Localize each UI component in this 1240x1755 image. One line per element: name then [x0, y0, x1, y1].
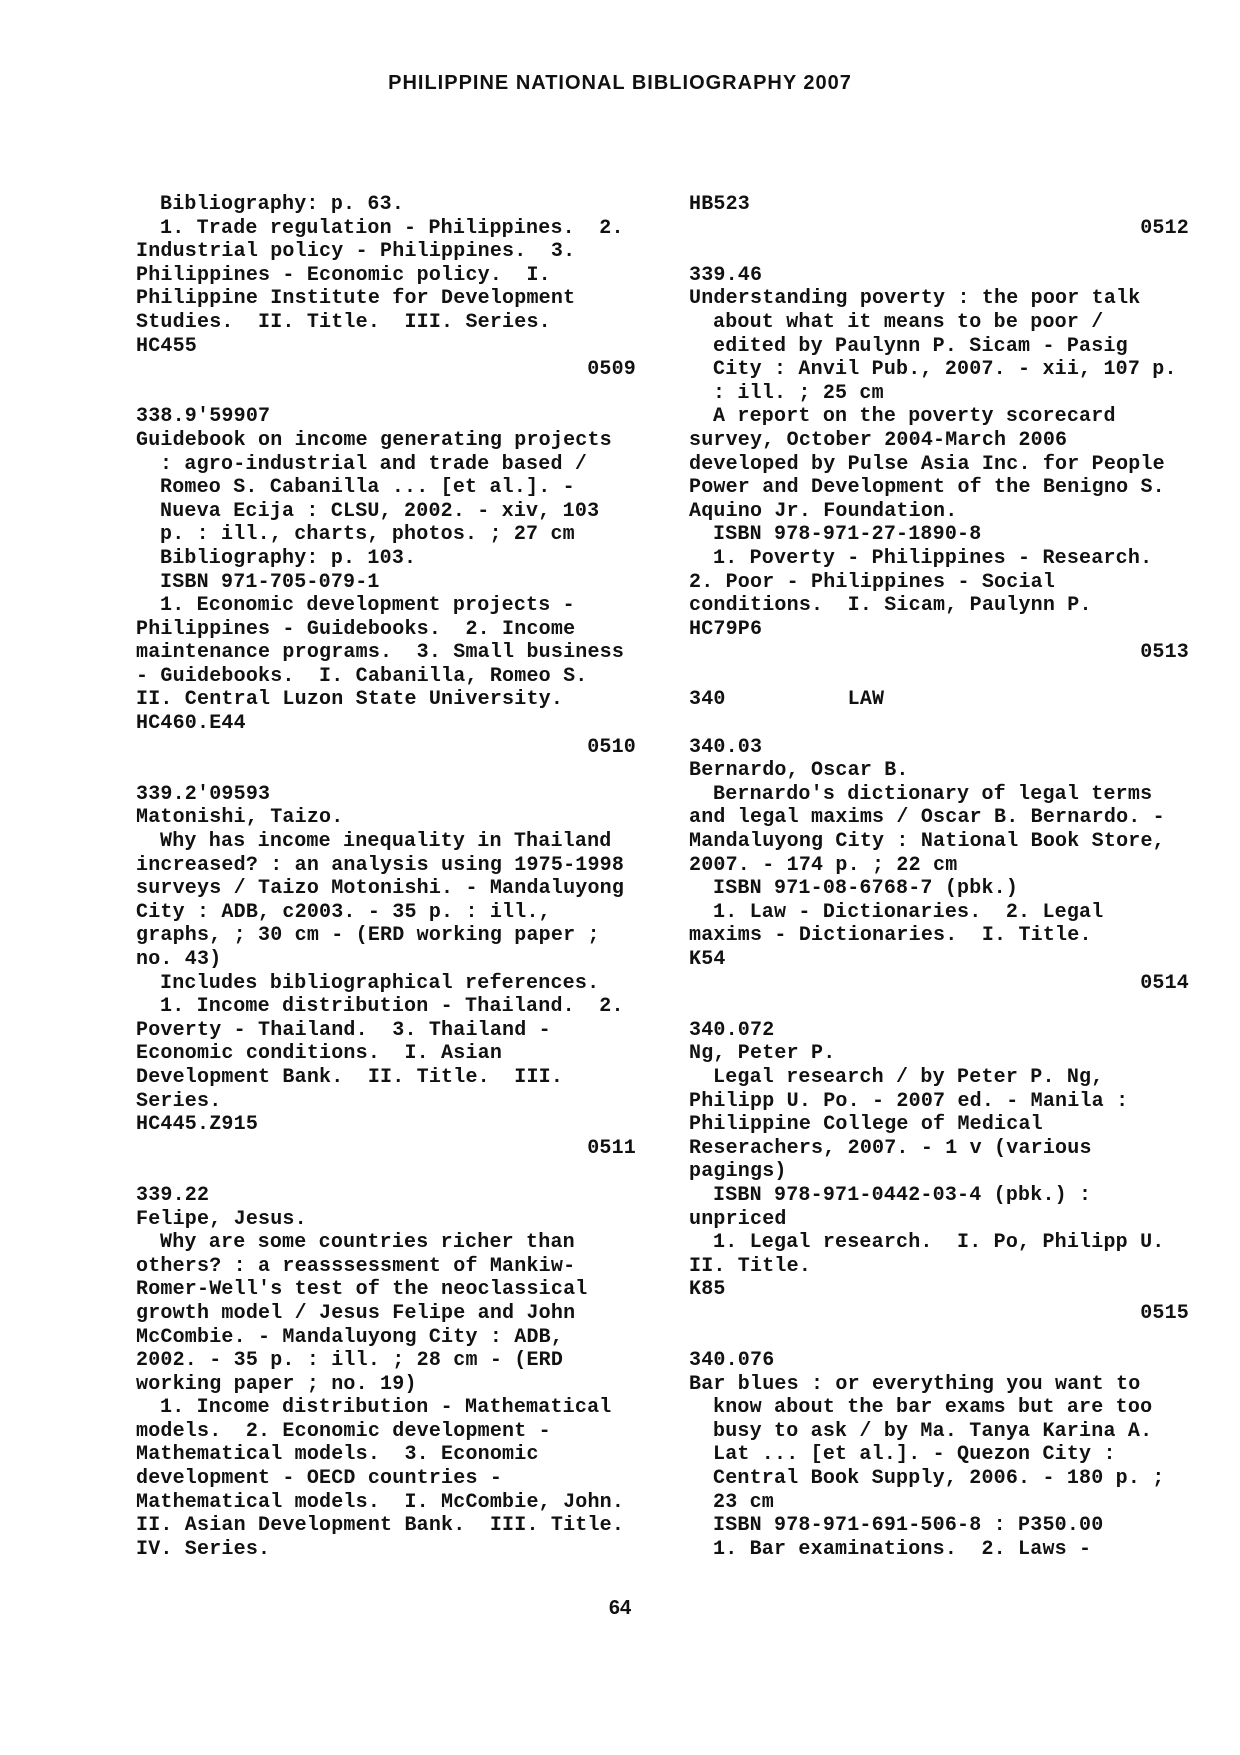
entry-number: 0512	[1140, 216, 1189, 240]
entry-line: ISBN 978-971-27-1890-8	[713, 523, 982, 547]
entry-line: - Guidebooks. I. Cabanilla, Romeo S.	[136, 664, 588, 688]
entry-line: maxims - Dictionaries. I. Title.	[689, 924, 1092, 948]
left-column	[136, 193, 636, 1561]
entry-number: 0509	[587, 358, 636, 382]
entry-line: 340.072	[689, 1018, 775, 1042]
entry-line: 339.46	[689, 263, 763, 287]
entry-line: others? : a reasssessment of Mankiw-	[136, 1254, 576, 1278]
entry-number: 0513	[1140, 641, 1189, 665]
entry-line: II. Asian Development Bank. III. Title.	[136, 1514, 625, 1538]
entry-line: Romer-Well's test of the neoclassical	[136, 1278, 588, 1302]
entry-line: 339.22	[136, 1183, 210, 1207]
entry-line: City : ADB, c2003. - 35 p. : ill.,	[136, 900, 551, 924]
entry-line: ISBN 971-08-6768-7 (pbk.)	[713, 877, 1019, 901]
right-column	[689, 193, 1189, 1561]
entry-line: II. Title.	[689, 1254, 812, 1278]
entry-line: Mathematical models. 3. Economic	[136, 1443, 539, 1467]
entry-line: no. 43)	[136, 948, 222, 971]
entry-line: p. : ill., charts, photos. ; 27 cm	[160, 523, 575, 547]
entry-spacer	[136, 759, 636, 783]
entry-line: Power and Development of the Benigno S.	[689, 476, 1165, 500]
entry-line: growth model / Jesus Felipe and John	[136, 1301, 576, 1325]
entry-line: Industrial policy - Philippines. 3.	[136, 240, 576, 264]
entry-line: Series.	[136, 1089, 222, 1113]
entry-number: 0515	[1140, 1301, 1189, 1325]
entry-line: increased? : an analysis using 1975-1998	[136, 853, 625, 877]
entry-line: Why has income inequality in Thailand	[160, 830, 612, 854]
entry-line: Ng, Peter P.	[689, 1042, 836, 1066]
entry-line: 1. Legal research. I. Po, Philipp U.	[713, 1231, 1165, 1255]
entry-line: 340.03	[689, 735, 763, 759]
entry-line: development - OECD countries -	[136, 1467, 503, 1491]
entry-line: Philippine College of Medical	[689, 1113, 1043, 1137]
entry-spacer	[689, 995, 1189, 1019]
entry-line: Philippines - Economic policy. I.	[136, 263, 551, 287]
entry-line: McCombie. - Mandaluyong City : ADB,	[136, 1325, 564, 1349]
entry-line: Understanding poverty : the poor talk	[689, 287, 1141, 311]
entry-line: busy to ask / by Ma. Tanya Karina A.	[713, 1419, 1153, 1443]
entry-line: edited by Paulynn P. Sicam - Pasig	[713, 334, 1128, 358]
entry-line: Mathematical models. I. McCombie, John.	[136, 1490, 625, 1514]
entry-line: 2. Poor - Philippines - Social	[689, 570, 1056, 594]
entry-spacer	[689, 665, 1189, 689]
entry-line: 1. Trade regulation - Philippines. 2.	[160, 216, 624, 240]
entry-line: 2007. - 174 p. ; 22 cm	[689, 853, 958, 877]
entry-line: know about the bar exams but are too	[713, 1396, 1153, 1420]
entry-spacer	[689, 240, 1189, 264]
entry-line: Felipe, Jesus.	[136, 1207, 307, 1231]
entry-line: HC455	[136, 334, 198, 358]
page-number: 64	[608, 1597, 632, 1619]
page-header: PHILIPPINE NATIONAL BIBLIOGRAPHY 2007	[388, 72, 852, 94]
entry-line: Philipp U. Po. - 2007 ed. - Manila :	[689, 1089, 1129, 1113]
entry-line: ISBN 978-971-691-506-8 : P350.00	[713, 1514, 1104, 1538]
entry-line: Economic conditions. I. Asian	[136, 1042, 503, 1066]
entry-line: HB523	[689, 193, 751, 216]
entry-line: City : Anvil Pub., 2007. - xii, 107 p.	[713, 358, 1177, 382]
entry-line: unpriced	[689, 1207, 787, 1231]
entry-line: graphs, ; 30 cm - (ERD working paper ;	[136, 924, 600, 948]
entry-line: K54	[689, 948, 726, 971]
entry-line: Matonishi, Taizo.	[136, 806, 344, 830]
entry-line: 339.2'09593	[136, 782, 271, 806]
entry-line: Romeo S. Cabanilla ... [et al.]. -	[160, 476, 575, 500]
entry-number: 0511	[587, 1136, 636, 1160]
entry-line: maintenance programs. 3. Small business	[136, 641, 625, 665]
entry-spacer	[689, 1326, 1189, 1350]
entry-line: 340.076	[689, 1349, 775, 1373]
entry-line: 1. Income distribution - Mathematical	[160, 1396, 612, 1420]
entry-line: Bibliography: p. 103.	[160, 546, 417, 570]
entry-line: HC79P6	[689, 617, 763, 641]
entry-line: Legal research / by Peter P. Ng,	[713, 1065, 1104, 1089]
entry-line: 2002. - 35 p. : ill. ; 28 cm - (ERD	[136, 1349, 564, 1373]
entry-line: 23 cm	[713, 1490, 775, 1514]
entry-line: Bibliography: p. 63.	[160, 193, 405, 216]
entry-number: 0514	[1140, 971, 1189, 995]
entry-number: 0510	[587, 735, 636, 759]
entry-line: Philippines - Guidebooks. 2. Income	[136, 617, 576, 641]
entry-line: K85	[689, 1278, 726, 1302]
entry-line: : ill. ; 25 cm	[713, 381, 884, 405]
entry-line: models. 2. Economic development -	[136, 1419, 551, 1443]
entry-line: developed by Pulse Asia Inc. for People	[689, 452, 1165, 476]
entry-line: Lat ... [et al.]. - Quezon City :	[713, 1443, 1116, 1467]
entry-line: Aquino Jr. Foundation.	[689, 499, 958, 523]
entry-line: 338.9'59907	[136, 405, 271, 429]
entry-line: survey, October 2004-March 2006	[689, 428, 1068, 452]
entry-spacer	[136, 382, 636, 406]
entry-line: Guidebook on income generating projects	[136, 428, 612, 452]
entry-line: and legal maxims / Oscar B. Bernardo. -	[689, 806, 1165, 830]
entry-line: HC445.Z915	[136, 1113, 259, 1137]
entry-spacer	[136, 1160, 636, 1184]
entry-line: Why are some countries richer than	[160, 1231, 575, 1255]
entry-line: Philippine Institute for Development	[136, 287, 576, 311]
entry-line: Bar blues : or everything you want to	[689, 1372, 1141, 1396]
entry-line: Bernardo's dictionary of legal terms	[713, 782, 1153, 806]
entry-line: : agro-industrial and trade based /	[160, 452, 588, 476]
entry-line: Bernardo, Oscar B.	[689, 759, 909, 783]
entry-line: 340 LAW	[689, 688, 885, 712]
entry-line: Reserachers, 2007. - 1 v (various	[689, 1136, 1092, 1160]
entry-line: Nueva Ecija : CLSU, 2002. - xiv, 103	[160, 499, 600, 523]
entry-line: 1. Poverty - Philippines - Research.	[713, 546, 1153, 570]
entry-line: Studies. II. Title. III. Series.	[136, 310, 551, 334]
entry-line: Poverty - Thailand. 3. Thailand -	[136, 1018, 551, 1042]
entry-line: working paper ; no. 19)	[136, 1372, 417, 1396]
entry-line: 1. Law - Dictionaries. 2. Legal	[713, 900, 1104, 924]
entry-line: 1. Bar examinations. 2. Laws -	[713, 1537, 1092, 1561]
entry-line: ISBN 978-971-0442-03-4 (pbk.) :	[713, 1183, 1092, 1207]
entry-line: about what it means to be poor /	[713, 310, 1104, 334]
entry-line: Includes bibliographical references.	[160, 971, 600, 995]
entry-line: A report on the poverty scorecard	[713, 405, 1116, 429]
entry-line: IV. Series.	[136, 1537, 271, 1561]
entry-line: II. Central Luzon State University.	[136, 688, 564, 712]
entry-line: pagings)	[689, 1160, 787, 1184]
entry-line: surveys / Taizo Motonishi. - Mandaluyong	[136, 877, 625, 901]
entry-line: HC460.E44	[136, 712, 246, 736]
entry-spacer	[689, 712, 1189, 736]
entry-line: conditions. I. Sicam, Paulynn P.	[689, 594, 1092, 618]
entry-line: 1. Economic development projects -	[160, 594, 575, 618]
entry-line: Mandaluyong City : National Book Store,	[689, 830, 1165, 854]
entry-line: Development Bank. II. Title. III.	[136, 1065, 564, 1089]
entry-line: Central Book Supply, 2006. - 180 p. ;	[713, 1467, 1165, 1491]
entry-line: 1. Income distribution - Thailand. 2.	[160, 995, 624, 1019]
entry-line: ISBN 971-705-079-1	[160, 570, 380, 594]
